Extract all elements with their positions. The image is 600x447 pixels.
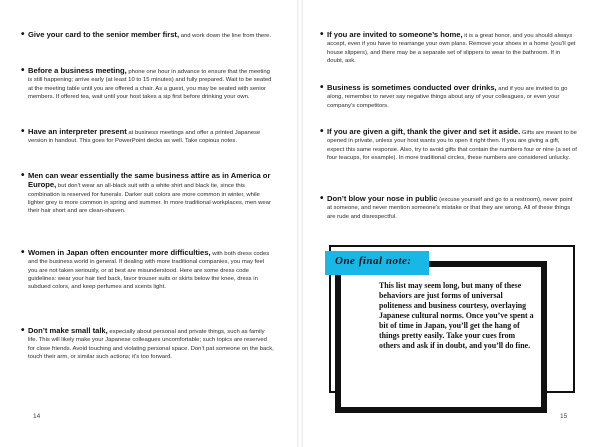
bullet-body: with both dress codes and the business world in general. If dealing with more traditional companies, you may feel you are not taken seriously, or at best are misunderstood. Here are some dress code guidelines: wear your hair tied back, favor trouser suits or skirts below the knee, dress in subdued colors, and keep perfumes and scents light. (28, 251, 270, 291)
bullet-icon: • (21, 247, 25, 258)
bullet-icon: • (21, 65, 25, 76)
page-number: 15 (560, 413, 568, 420)
bullet-icon: • (21, 325, 25, 336)
list-item (320, 29, 577, 65)
bullet-icon: • (320, 29, 324, 40)
bullet-lead: Men can wear essentially the same business attire as in America or Europe, (28, 171, 271, 190)
bullet-body: but don’t wear an all-black suit with a white shirt and black tie, since this combination is reserved for funerals. Darker suit colors are more common in winter, while lighter grey is more common in spring and summer. In more traditional workplaces, men wear their hair short and are clean-shaven. (28, 183, 271, 215)
bullet-lead: Give your card to the senior member first, (28, 30, 180, 39)
list-item (320, 126, 577, 162)
callout-box (329, 245, 575, 411)
callout-inner-frame (335, 261, 547, 413)
list-item (320, 82, 577, 110)
page-number: 14 (33, 413, 41, 420)
list-item (320, 193, 577, 221)
list-item (21, 65, 274, 101)
bullet-icon: • (21, 126, 25, 137)
callout-title: One final note: (335, 255, 412, 267)
right-page (303, 0, 600, 447)
bullet-icon: • (320, 193, 324, 204)
bullet-body: and if you are invited to go along, remember to never say negative things about any of your colleagues, or even your company’s competitors. (327, 86, 568, 109)
bullet-icon: • (320, 82, 324, 93)
list-item (21, 170, 274, 215)
list-item (21, 29, 274, 40)
bullet-lead: Women in Japan often encounter more difficulties, (28, 248, 211, 257)
bullet-body: phone one hour in advance to ensure that the meeting is still happening; arrive early (at least 10 to 15 minutes) and fully prepared. Wait to be seated at the meeting table until you are offered a chair. As a guest, you may be seated with senior members. If offered tea, wait until your host takes a sip first before drinking your own. (28, 69, 272, 100)
bullet-body: and work down the line from there. (179, 33, 272, 39)
bullet-lead: Business is sometimes conducted over drinks, (327, 83, 497, 92)
left-page (0, 0, 297, 447)
list-item (21, 126, 274, 146)
bullet-body: Gifts are meant to be opened in private, unless your host wants you to open it right then. If you are giving a gift, expect this same response. Also, try to avoid gifts that contain the numbers four or nine (a set of four teacups, for example). In more traditional circles, these numbers are considered unlucky. (327, 130, 577, 161)
bullet-lead: If you are given a gift, thank the giver and set it aside. (327, 127, 521, 136)
callout-text: This list may seem long, but many of these behaviors are just forms of universal politeness and business courtesy, overlaying Japanese cultural norms. Once you’ve spent a bit of time in Japan, you’ll get the hang of things pretty easily. Take your cues from others and ask if in doubt, and you’ll do fine. (379, 281, 534, 350)
bullet-lead: Don’t blow your nose in public (327, 194, 438, 203)
bullet-icon: • (21, 29, 25, 40)
bullet-body: at business meetings and offer a printed Japanese version in handout. This goes for PowerPoint decks as well. Take copious notes. (28, 130, 261, 145)
bullet-lead: Have an interpreter present (28, 127, 127, 136)
list-item (21, 325, 274, 361)
bullet-lead: If you are invited to someone’s home, (327, 30, 463, 39)
bullet-body: (excuse yourself and go to a restroom), never point at someone, and never mention someone’s mistake or that they are wrong. All of these things are rude and disrespectful. (327, 197, 573, 220)
bullet-body: it is a great honor, and you should always accept, even if you have to rearrange your own plans. Remove your shoes in a home (you’ll get house slippers), and there may be a separate set of slippers to wear to the bathroom. If in doubt, ask. (327, 33, 576, 64)
bullet-lead: Before a business meeting, (28, 66, 127, 75)
callout-title-tag (325, 251, 429, 275)
bullet-icon: • (21, 170, 25, 181)
list-item (21, 247, 274, 291)
bullet-body: especially about personal and private things, such as family life. This will likely make your Japanese colleagues uncomfortable; such topics are reserved for close friends. Avoid touching and violating personal space. Don’t pat someone on the back, touch their arm, or similar such actions; it’s too forward. (28, 329, 274, 360)
bullet-icon: • (320, 126, 324, 137)
bullet-lead: Don’t make small talk, (28, 326, 108, 335)
